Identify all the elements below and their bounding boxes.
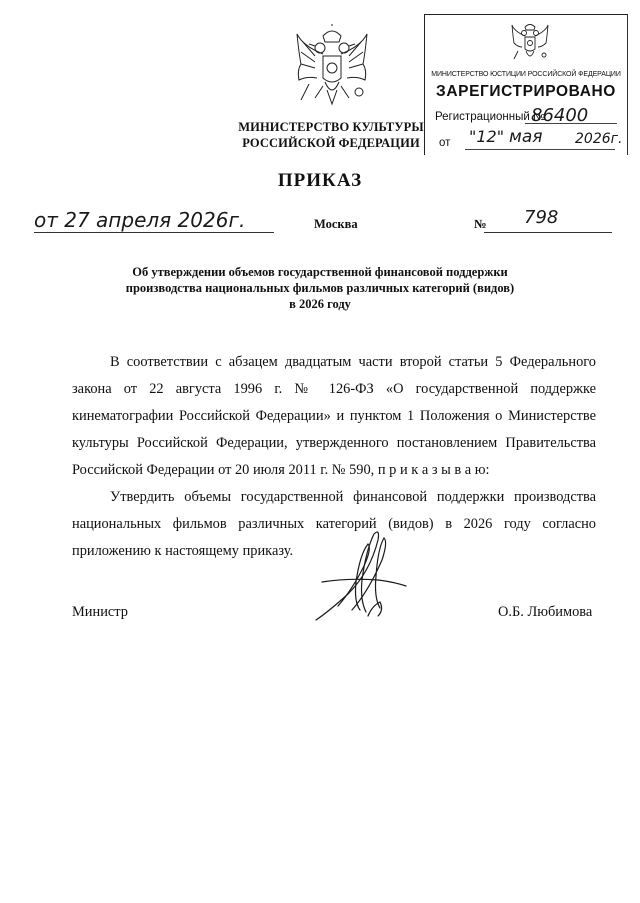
signatory-title: Министр (72, 604, 128, 620)
order-city: Москва (314, 217, 358, 231)
paragraph-2-line-2: национальных фильмов различных категорий (видов) в 2026 году согласно (72, 516, 596, 532)
stamp-ministry-name: МИНИСТЕРСТВО ЮСТИЦИИ РОССИЙСКОЙ ФЕДЕРАЦИИ (431, 71, 621, 78)
paragraph-1-line-1: В соответствии с абзацем двадцатым части второй статьи 5 Федерального (110, 354, 596, 370)
subject-line-3: в 2026 году (289, 297, 351, 311)
stamp-day: "12" (469, 127, 505, 146)
order-date: от 27 апреля 2026г. (34, 208, 246, 232)
ministry-name-line-1: МИНИСТЕРСТВО КУЛЬТУРЫ (238, 120, 424, 134)
stamp-year: 2026г. (575, 131, 623, 147)
handwritten-signature (308, 520, 418, 630)
stamp-date-underline (465, 149, 615, 150)
subject-line-1: Об утверждении объемов государственной финансовой поддержки (132, 265, 508, 279)
paragraph-2-line-3: приложению к настоящему приказу. (72, 543, 294, 559)
paragraph-1-line-3: кинематографии Российской Федерации» и пунктом 1 Положения о Министерстве (72, 408, 596, 424)
coat-of-arms-emblem (293, 24, 371, 120)
order-number-underline (484, 232, 612, 233)
registration-stamp (424, 14, 628, 155)
ministry-name-line-2: РОССИЙСКОЙ ФЕДЕРАЦИИ (242, 136, 420, 150)
document-title: ПРИКАЗ (277, 170, 363, 191)
order-number: 798 (524, 207, 559, 228)
stamp-registration-number: 86400 (531, 105, 589, 126)
stamp-emblem-icon (510, 21, 550, 67)
subject-line-2: производства национальных фильмов различных категорий (видов) (125, 281, 515, 295)
order-date-underline (34, 232, 274, 233)
paragraph-1-line-4: культуры Российской Федерации, утвержденного постановлением Правительства (72, 435, 596, 451)
stamp-registered-heading: ЗАРЕГИСТРИРОВАНО (436, 83, 616, 100)
stamp-registration-label: Регистрационный № (435, 111, 546, 123)
paragraph-2-line-1: Утвердить объемы государственной финансовой поддержки производства (110, 489, 596, 505)
stamp-month: мая (509, 127, 543, 147)
paragraph-1-line-5: Российской Федерации от 20 июля 2011 г. № 590, п р и к а з ы в а ю: (72, 462, 490, 478)
signatory-name: О.Б. Любимова (498, 604, 593, 620)
stamp-from-label: от (439, 137, 451, 149)
paragraph-1-line-2: закона от 22 августа 1996 г. № 126-ФЗ «О государственной поддержке (72, 381, 596, 397)
order-number-label: № (474, 217, 487, 231)
stamp-number-underline (525, 123, 617, 124)
